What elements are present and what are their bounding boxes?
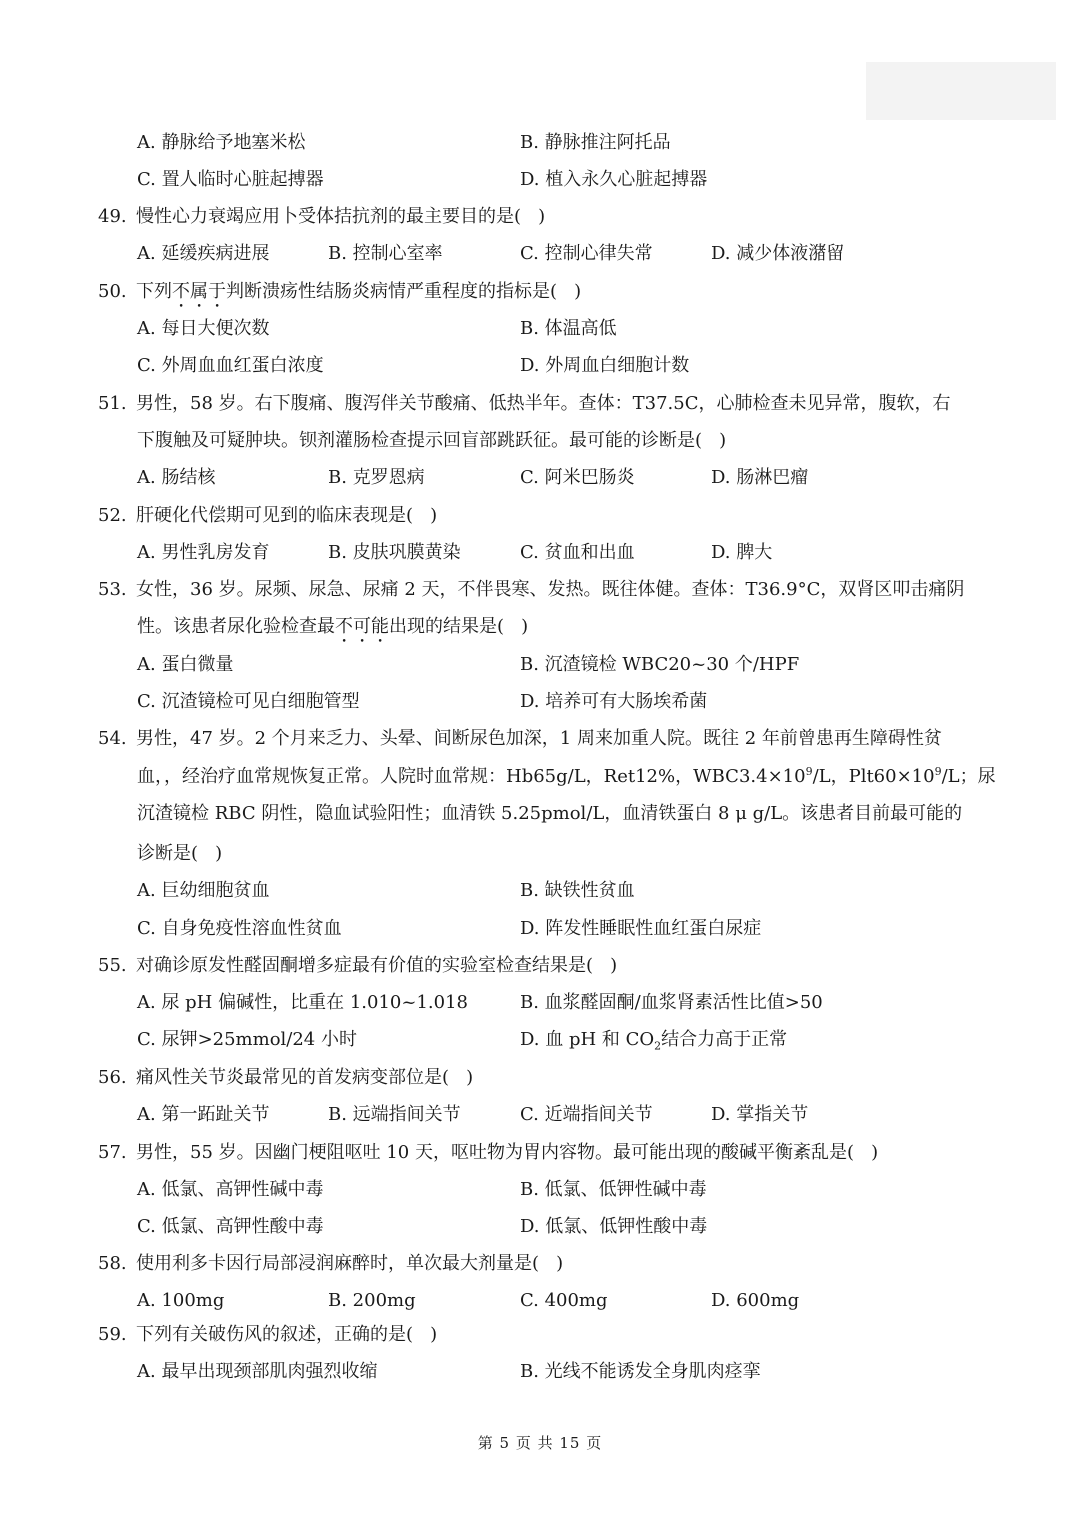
q48-option-b: B. 静脉推注阿托品 <box>520 132 671 153</box>
question-stem-pre: 下列 <box>136 281 172 302</box>
question-number: 58. <box>98 1253 127 1274</box>
question-52 <box>98 503 437 529</box>
question-stem: 下列有关破伤风的叙述，正确的是( ) <box>136 1324 438 1345</box>
q49-option-c: C. 控制心律失常 <box>520 243 653 264</box>
question-number: 56. <box>98 1067 127 1088</box>
q58-option-d: D. 600mg <box>711 1290 800 1311</box>
q55-option-c: C. 尿钾>25mmol/24 小时 <box>137 1029 357 1050</box>
question-54-line4: 诊断是( ) <box>137 843 223 864</box>
q54-option-d: D. 阵发性睡眠性血红蛋白尿症 <box>520 918 762 939</box>
question-49 <box>98 204 545 230</box>
question-50 <box>98 279 581 312</box>
question-number: 59. <box>98 1324 127 1345</box>
page-footer: 第 5 页 共 15 页 <box>477 1434 603 1452</box>
q51-option-a: A. 肠结核 <box>137 467 216 488</box>
question-58 <box>98 1251 563 1277</box>
q56-option-a: A. 第一跖趾关节 <box>137 1104 270 1125</box>
q51-option-b: B. 克罗恩病 <box>328 467 425 488</box>
question-57 <box>98 1140 878 1166</box>
option-text: 结合力高于正常 <box>661 1029 788 1050</box>
q50-option-a: A. 每日大便次数 <box>137 318 270 339</box>
q53-option-c: C. 沉渣镜检可见白细胞管型 <box>137 691 360 712</box>
q53-option-b: B. 沉渣镜检 WBC20~30 个/HPF <box>520 654 800 675</box>
question-55 <box>98 953 617 979</box>
question-stem: 慢性心力衰竭应用卜受体拮抗剂的最主要目的是( ) <box>136 206 546 227</box>
q48-option-d: D. 植入永久心脏起搏器 <box>520 169 708 190</box>
question-54 <box>98 726 942 752</box>
q59-option-b: B. 光线不能诱发全身肌肉痉挛 <box>520 1361 761 1382</box>
question-stem-pre: 性。该患者尿化验检查最 <box>137 616 335 637</box>
question-stem: 对确诊原发性醛固酮增多症最有价值的实验室检查结果是( ) <box>136 955 618 976</box>
q57-option-b: B. 低氯、低钾性碱中毒 <box>520 1179 707 1200</box>
q48-option-a: A. 静脉给予地塞米松 <box>137 132 306 153</box>
option-text: D. 血 pH 和 CO <box>520 1029 655 1050</box>
question-number: 51. <box>98 393 127 414</box>
question-stem-emphasis: 不属于 <box>172 281 226 302</box>
question-stem: 肝硬化代偿期可见到的临床表现是( ) <box>136 505 438 526</box>
q54-option-b: B. 缺铁性贫血 <box>520 880 635 901</box>
q48-option-c: C. 置人临时心脏起搏器 <box>137 169 324 190</box>
question-59 <box>98 1322 437 1348</box>
question-51-line2: 下腹触及可疑肿块。钡剂灌肠检查提示回盲部跳跃征。最可能的诊断是( ) <box>137 430 727 451</box>
q52-option-c: C. 贫血和出血 <box>520 542 635 563</box>
question-56 <box>98 1065 473 1091</box>
question-number: 54. <box>98 728 127 749</box>
question-stem-line1: 男性，47 岁。2 个月来乏力、头晕、间断尿色加深，1 周来加重人院。既往 2 年前曾患再生障碍性贫 <box>136 728 942 749</box>
q49-option-b: B. 控制心室率 <box>328 243 443 264</box>
q59-option-a: A. 最早出现颈部肌肉强烈收缩 <box>137 1361 378 1382</box>
q56-option-d: D. 掌指关节 <box>711 1104 809 1125</box>
superscript: 9 <box>805 765 813 778</box>
question-53 <box>98 577 964 603</box>
q58-option-c: C. 400mg <box>520 1290 608 1311</box>
q53-option-a: A. 蛋白微量 <box>137 654 234 675</box>
question-51 <box>98 391 950 417</box>
q52-option-d: D. 脾大 <box>711 542 773 563</box>
q55-option-b: B. 血浆醛固酮/血浆肾素活性比值>50 <box>520 992 823 1013</box>
question-stem-post: 判断溃疡性结肠炎病情严重程度的指标是( ) <box>226 281 582 302</box>
question-stem: 使用利多卡因行局部浸润麻醉时，单次最大剂量是( ) <box>136 1253 564 1274</box>
question-stem-line1: 男性，58 岁。右下腹痛、腹泻伴关节酸痛、低热半年。查体：T37.5C，心肺检查未见异常，腹软，右 <box>136 393 951 414</box>
question-53-line2 <box>137 614 528 647</box>
q50-option-c: C. 外周血血红蛋白浓度 <box>137 355 324 376</box>
subscript: 2 <box>654 1039 662 1053</box>
q57-option-a: A. 低氯、高钾性碱中毒 <box>137 1179 324 1200</box>
q51-option-d: D. 肠淋巴瘤 <box>711 467 809 488</box>
q56-option-c: C. 近端指间关节 <box>520 1104 653 1125</box>
question-stem-emphasis: 不可能 <box>335 616 389 637</box>
q52-option-a: A. 男性乳房发育 <box>137 542 270 563</box>
question-stem: 痛风性关节炎最常见的首发病变部位是( ) <box>136 1067 474 1088</box>
superscript: 9 <box>934 765 942 778</box>
q56-option-b: B. 远端指间关节 <box>328 1104 461 1125</box>
question-stem-post: 出现的结果是( ) <box>389 616 529 637</box>
q57-option-c: C. 低氯、高钾性酸中毒 <box>137 1216 324 1237</box>
question-54-line2 <box>137 764 996 790</box>
question-number: 50. <box>98 281 127 302</box>
stem-segment: /L；尿 <box>941 766 996 787</box>
q50-option-b: B. 体温高低 <box>520 318 617 339</box>
q49-option-d: D. 减少体液潴留 <box>711 243 845 264</box>
question-number: 55. <box>98 955 127 976</box>
question-number: 53. <box>98 579 127 600</box>
question-number: 49. <box>98 206 127 227</box>
q58-option-b: B. 200mg <box>328 1290 416 1311</box>
q55-option-a: A. 尿 pH 偏碱性，比重在 1.010~1.018 <box>137 992 468 1013</box>
q53-option-d: D. 培养可有大肠埃希菌 <box>520 691 708 712</box>
question-number: 52. <box>98 505 127 526</box>
q50-option-d: D. 外周血白细胞计数 <box>520 355 690 376</box>
question-stem-line1: 女性，36 岁。尿频、尿急、尿痛 2 天，不伴畏寒、发热。既往体健。查体：T36.9°C，双肾区叩击痛阴 <box>136 579 965 600</box>
stem-segment: 血，，经治疗血常规恢复正常。人院时血常规：Hb65g/L，Ret12%，WBC3.4×10 <box>137 766 806 787</box>
question-stem: 男性，55 岁。因幽门梗阻呕吐 10 天，呕吐物为胃内容物。最可能出现的酸碱平衡紊乱是( ) <box>136 1142 879 1163</box>
q54-option-c: C. 自身免疫性溶血性贫血 <box>137 918 342 939</box>
q57-option-d: D. 低氯、低钾性酸中毒 <box>520 1216 708 1237</box>
q54-option-a: A. 巨幼细胞贫血 <box>137 880 270 901</box>
q49-option-a: A. 延缓疾病进展 <box>137 243 270 264</box>
q51-option-c: C. 阿米巴肠炎 <box>520 467 635 488</box>
q58-option-a: A. 100mg <box>137 1290 225 1311</box>
question-number: 57. <box>98 1142 127 1163</box>
stem-segment: /L，Plt60×10 <box>812 766 935 787</box>
q52-option-b: B. 皮肤巩膜黄染 <box>328 542 461 563</box>
q55-option-d <box>520 1027 787 1053</box>
question-54-line3: 沉渣镜检 RBC 阴性，隐血试验阳性；血清铁 5.25pmol/L，血清铁蛋白 8 μ g/L。该患者目前最可能的 <box>137 803 963 824</box>
